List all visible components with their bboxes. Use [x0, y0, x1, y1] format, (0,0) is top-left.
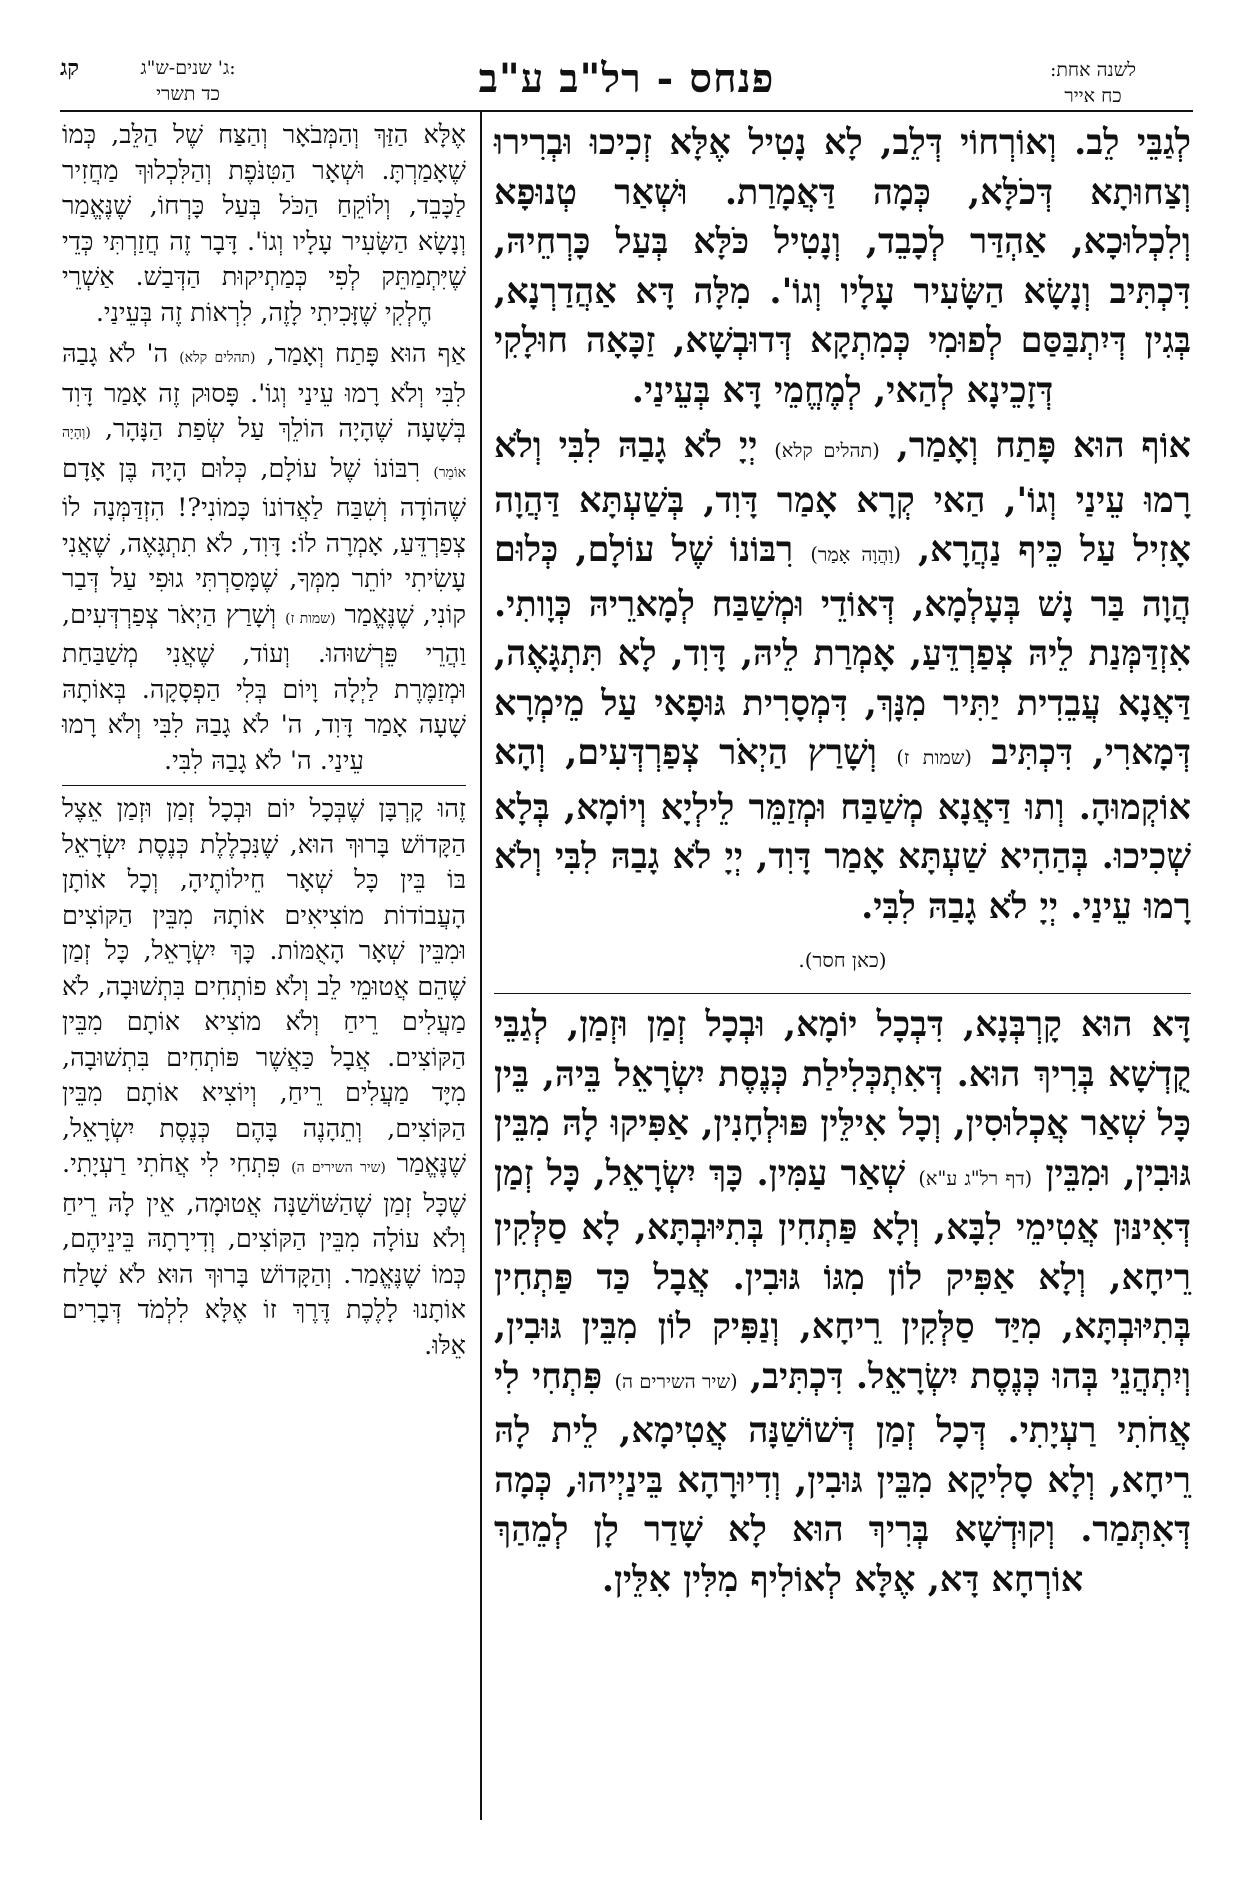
aramaic-p2-ref-1: (תהלים קלא): [774, 439, 880, 462]
hebrew-paragraph-3: [62, 792, 466, 1364]
hebrew-p2-text-b: ה' לֹא גָבַהּ לִבִּי וְלֹא רָמוּ עֵינַי וְגוֹ'. פָּסוּק זֶה אָמַר דָּוִד בְּשָׁעָה שֶׁהָיָה הוֹלֵךְ עַל שְׂפַת הַנָּהָר,: [62, 339, 467, 444]
aramaic-p2-text-b: יְיָ לֹא גָבַהּ לִבִּי וְלֹא רָמוּ עֵינַי וְגוֹ', הַאי קְרָא אָמַר דָּוִד, בְּשַׁעְתָּא דַּהֲוָה אָזִיל עַל כֵּיף נַהֲרָא,: [494, 425, 1192, 570]
aramaic-p2-ref-2: (וַהֲוָה אָמַר): [810, 543, 901, 566]
aramaic-p3-text-b: שְׁאַר עַמִּין. כָּךְ יִשְׂרָאֵל, כָּל זְמַן דְּאִינּוּן אֲטִימֵי לִבָּא, וְלָא פַּתְחִין בְּתִיּוּבְתָּא, לָא סַלְּקִין רֵיחָא, וְלָא אַפִּיק לוֹן מִגּוֹ גּוּבִין. אֲבָל כַּד פַּתְחִין בְּתִיּוּבְתָּא, מִיַּד סַלְּקִין רֵיחָא, וְנַפִּיק לוֹן מִבֵּין גּוּבִין, וְיִתְהֲנֵי בְּהוּ כְּנֶסֶת יִשְׂרָאֵל. דִּכְתִּיב,: [494, 1152, 1191, 1397]
aramaic-paragraph-3: [494, 1000, 1191, 1604]
hebrew-paragraph-1: [62, 118, 466, 331]
hebrew-p2-text-d: וְשָׁרַץ הַיְאֹר צְפַרְדְּעִים, וַהֲרֵי פֵּרְשׁוּהוּ. וְעוֹד, שֶׁאֲנִי מְשַׁבַּחַת וּמְזַמֶּרֶת לַיְלָה וָיוֹם בְּלִי הַפְסָקָה. בְּאוֹתָהּ שָׁעָה אָמַר דָּוִד, ה' לֹא גָבַהּ לִבִּי וְלֹא רָמוּ עֵינַי. ה' לֹא גָבַהּ לִבִּי.: [62, 599, 466, 776]
aramaic-p2-text-d: וְשָׁרַץ הַיְאֹר צְפַרְדְּעִים, וְהָא אוֹקְמוּהָ. וְתוּ דַּאֲנָא מְשַׁבַּח וּמְזַמֵּר לֵילְיָא וְיוֹמָא, בְּלָא שְׁכִיכוּ. בְּהַהִיא שַׁעְתָּא אָמַר דָּוִד, יְיָ לֹא גָבַהּ לִבִּי וְלֹא רָמוּ עֵינַי. יְיָ לֹא גָבַהּ לִבִּי.: [494, 732, 1191, 927]
header-right-line2: כח אייר: [1064, 85, 1122, 107]
aramaic-p3-text-a: דָּא הוּא קָרְבְּנָא, דִּבְכָל יוֹמָא, וּבְכָל זְמַן וּזְמַן, לְגַבֵּי קֻדְשָׁא בְּרִיךְ הוּא. דְּאִתְכְּלִילַת כְּנֶסֶת יִשְׂרָאֵל בֵּיהּ, בֵּין כָּל שְׁאַר אֲכְלוּסִין, וְכָל אִילֵּין פּוּלְחָנִין, אַפִּיקוּ לָהּ מִבֵּין גּוּבִין, וּמִבֵּין: [494, 1004, 1192, 1194]
aramaic-p1-text: לְגַבֵּי לֵב. וְאוֹרְחוֹי דְּלֵב, לָא נָטִיל אֶלָּא זְכִיכוּ וּבְרִירוּ וְצַחוּתָא דְּכֹלָּא, כְּמָה דַּאֲמָרַת. וּשְׁאַר טְנוּפָא וְלִכְלוּכָא, אַהְדַּר לְכָבֵד, וְנָטִיל כֹּלָּא בְּעַל כָּרְחֵיהּ, דִּכְתִּיב וְנָשָׂא הַשָּׂעִיר עָלָיו וְגוֹ'. מִלָּה דָּא אַהֲדַרְנָא, בְּגִין דְּיִתְבַּסַּם לְפוּמִי כְּמִתְקָא דְּדוּבְשָׁא, זַכָּאָה חוּלָקִי דְּזָכֵינָא לְהַאי, לְמֶחֱמֵי דָּא בְּעֵינַי.: [494, 122, 1191, 411]
hebrew-p1-text: אֶלָּא הַזַּךְ וְהַמְּבֹאָר וְהַצַּח שֶׁל הַלֵּב, כְּמוֹ שֶׁאָמַרְתָּ. וּשְׁאָר הַטִּנֹּפֶת וְהַלִּכְלוּךְ מַחֲזִיר לַכָּבֵד, וְלוֹקֵחַ הַכֹּל בְּעַל כָּרְחוֹ, שֶׁנֶּאֱמַר וְנָשָׂא הַשָּׂעִיר עָלָיו וְגוֹ'. דָּבָר זֶה חֲזַרְתִּי כְּדֵי שֶׁיִּתְמַתֵּק לְפִי כְּמַתְיקוּת הַדְּבַשׁ. אַשְׁרֵי חֶלְקִי שֶׁזָּכִיתִי לָזֶה, לִרְאוֹת זֶה בְּעֵינַי.: [62, 120, 466, 328]
header-divider: [60, 110, 1193, 112]
page-title: פנחס - רל"ב ע"ב: [478, 55, 775, 102]
aramaic-p2-ref-3: (שמות ז): [896, 746, 972, 769]
header-right-line1: לשנה אחת:: [1049, 59, 1137, 81]
aramaic-p2-text-a: אוֹף הוּא פָּתַח וְאָמַר,: [896, 425, 1192, 466]
aramaic-p2-text-c: רִבּוֹנוֹ שֶׁל עוֹלָם, כְּלוּם הֲוָה בַּר נָשׁ בְּעָלְמָא, דְּאוֹדֵי וּמְשַׁבַּח לְמָארֵיהּ כְּוָותִי. אִזְדַּמְּנַת לֵיהּ צְפַרְדֵּעַ, אָמְרַת לֵיהּ, דָּוִד, לָא תִּתְגָּאֶה, דַּאֲנָא עֲבֵדִית יַתִּיר מִנָּךְ, דִּמְסָרִית גּוּפָאי עַל מֵימְרָא דְּמָארִי, דִּכְתִּיב: [494, 529, 1192, 773]
header-left-line1: ג' שנים-ש"ג:: [140, 57, 236, 79]
aramaic-column: [494, 118, 1191, 1610]
hebrew-p2-text-c: רִבּוֹנוֹ שֶׁל עוֹלָם, כְּלוּם הָיָה בֶּן אָדָם שֶׁהוֹדָה וְשִׁבַּח לַאֲדוֹנוֹ כָּמוֹנִי?! הִזְדַּמְּנָה לוֹ צְפַרְדֵּעַ, אָמְרָה לוֹ: דָּוִד, לֹא תִתְגָּאֶה, שֶׁאֲנִי עָשִׂיתִי יוֹתֵר מִמְּךָ, שֶׁמָּסַרְתִּי גוּפִי עַל דְּבַר קוֹנִי, שֶׁנֶּאֱמַר: [62, 453, 467, 630]
aramaic-p3-text-c: פִּתְחִי לִי אֲחֹתִי רַעְיָתִי. דְּכָל זְמַן דְּשׁוֹשַׁנָּה אֲטִימָא, לֵית לָהּ רֵיחָא, וְלָא סָלִיקָא מִבֵּין גּוּבִין, וְדִיוּרָהָא בֵּינַיְיהוּ, כְּמָה דְּאִתְּמַר. וְקוּדְשָׁא בְּרִיךְ הוּא לָא שָׁדַר לָן לְמֵהַךְ אוֹרְחָא דָּא, אֶלָּא לְאוֹלִיף מִלִּין אִלֵּין.: [494, 1355, 1191, 1600]
header-left-line2: כד תשרי: [156, 83, 220, 105]
hebrew-p2-ref-3: (שמות ז): [285, 610, 336, 627]
hebrew-p3-ref-1: (שיר השירים ה): [291, 1160, 386, 1176]
missing-text-note: (כאן חסר).: [798, 948, 887, 972]
hebrew-p2-ref-2: (וְהָיָה אוֹמֵר): [62, 425, 466, 481]
hebrew-section-separator: [62, 785, 466, 786]
header-right-info: [993, 57, 1193, 109]
hebrew-paragraph-2: [62, 337, 466, 779]
page-header: [60, 55, 1193, 125]
aramaic-paragraph-2: [494, 421, 1191, 931]
aramaic-paragraph-1: [494, 118, 1191, 415]
hebrew-p3-text-a: זֶהוּ קָרְבָּן שֶׁבְּכָל יוֹם וּבְכָל זְמַן וּזְמַן אֵצֶל הַקָּדוֹשׁ בָּרוּךְ הוּא, שֶׁנִּכְלֶלֶת כְּנֶסֶת יִשְׂרָאֵל בּוֹ בֵּין כָּל שְׁאָר חֵילוֹתֶיהָ, וְכָל אוֹתָן הָעֲבוֹדוֹת מוֹצִיאִים אוֹתָהּ מִבֵּין הַקּוֹצִים וּמִבֵּין שְׁאָר הָאֻמּוֹת. כָּךְ יִשְׂרָאֵל, כָּל זְמַן שֶׁהֵם אֲטוּמֵי לֵב וְלֹא פוֹתְחִים בִּתְשׁוּבָה, לֹא מַעֲלִים רֵיחַ וְלֹא מוֹצִיא אוֹתָם מִבֵּין הַקּוֹצִים. אֲבָל כַּאֲשֶׁר פּוֹתְחִים בִּתְשׁוּבָה, מִיָּד מַעֲלִים רֵיחַ, וְיוֹצִיא אוֹתָם מִבֵּין הַקּוֹצִים, וְתֵהָנֶה בָּהֶם כְּנֶסֶת יִשְׂרָאֵל, שֶׁנֶּאֱמַר: [62, 794, 466, 1179]
hebrew-p3-text-b: פִּתְחִי לִי אֲחֹתִי רַעְיָתִי. שֶׁכָּל זְמַן שֶׁהַשּׁוֹשַׁנָּה אֲטוּמָה, אֵין לָהּ רֵיחַ וְלֹא עוֹלָה מִבֵּין הַקּוֹצִים, וְדִירָתָהּ בֵּינֵיהֶם, כְּמוֹ שֶׁנֶּאֱמַר. וְהַקָּדוֹשׁ בָּרוּךְ הוּא לֹא שָׁלַח אוֹתָנוּ לָלֶכֶת דֶּרֶךְ זוֹ אֶלָּא לִלְמֹד דְּבָרִים אֵלּוּ.: [62, 1149, 466, 1361]
hebrew-column: [62, 118, 466, 1370]
section-separator: [494, 993, 1191, 994]
column-divider: [480, 110, 482, 1820]
hebrew-p2-ref-1: (תהלים קלא): [179, 350, 256, 366]
aramaic-p3-ref-1: (דף רל"ג ע"א): [918, 1166, 1033, 1190]
page-number: קג: [60, 55, 80, 81]
aramaic-p3-ref-2: (שיר השירים ה): [614, 1369, 738, 1393]
hebrew-p2-text-a: אַף הוּא פָּתַח וְאָמַר,: [266, 339, 467, 369]
